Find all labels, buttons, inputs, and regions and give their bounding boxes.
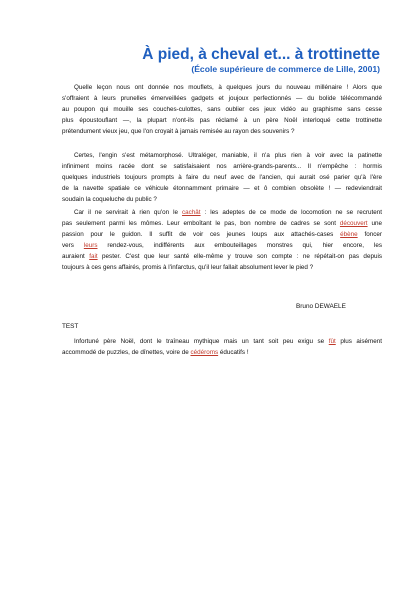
spelling-error-highlight[interactable]: cachât bbox=[182, 209, 201, 216]
signature: Bruno DEWAELE bbox=[296, 303, 346, 310]
paragraph-1-line: plus époustouflant —, la plupart n'ont-ils pas réclamé à un père Noël interloqué cette trottinette bbox=[62, 117, 382, 125]
paragraph-2-line: de la navette spatiale ce véhicule étonnamment primaire — et ô combien obsolète ! — redeviendrait bbox=[62, 185, 382, 193]
spelling-error-highlight[interactable]: fait bbox=[89, 253, 98, 261]
paragraph-3-line bbox=[62, 218, 382, 229]
paragraph-3 bbox=[62, 207, 382, 274]
text-run: rendez-vous, indifférents aux embouteillages monstres qui, hier encore, les bbox=[97, 242, 382, 250]
test-label: TEST bbox=[62, 323, 79, 330]
paragraph-2 bbox=[62, 150, 382, 205]
text-run: Infortuné père Noël, dont le traîneau mythique mais un tant soit peu exigu se bbox=[74, 338, 329, 345]
text-run: pas seulement parmi les mômes. Leur emboîtant le pas, bon nombre de cadres se sont bbox=[62, 220, 340, 228]
paragraph-3-line bbox=[62, 229, 382, 240]
text-run: vers bbox=[62, 242, 84, 250]
text-run: Car il ne servirait à rien qu'on le bbox=[74, 209, 182, 216]
spelling-error-highlight[interactable]: découvert bbox=[339, 220, 368, 228]
paragraph-1-line: au poupon qui mouille ses couches-culottes, sans oublier ces jeux vidéo au graphisme sans cesse bbox=[62, 106, 382, 114]
text-run: une bbox=[367, 220, 382, 228]
paragraph-1-line: Quelle leçon nous ont donnée nos mouflets, à quelques jours du nouveau millénaire ! Alors que bbox=[74, 84, 382, 91]
text-run: passion pour le guidon. Il suffit de voir ces jeunes loups aux attachés-cases bbox=[62, 231, 334, 239]
paragraph-2-line: soudain la coqueluche du public ? bbox=[62, 196, 157, 204]
text-run: foncer bbox=[357, 231, 382, 239]
spelling-error-highlight[interactable]: cédéroms bbox=[190, 349, 219, 357]
spelling-error-highlight[interactable]: leurs bbox=[83, 242, 98, 250]
paragraph-1-line: prétendument vieux jeu, que l'on croyait à jamais remisée au rayon des souvenirs ? bbox=[62, 128, 295, 136]
text-run: plus aisément bbox=[335, 338, 382, 345]
paragraph-3-line bbox=[62, 207, 382, 218]
paragraph-2-line: quelques industriels toujours prompts à faire du neuf avec de l'ancien, qui aurait osé parier qu'à l'ère bbox=[62, 174, 382, 182]
paragraph-2-line: Certes, l'engin s'est métamorphosé. Ultraléger, maniable, il n'a plus rien à voir avec la patinette bbox=[74, 152, 382, 159]
text-run: accommodé de puzzles, de dînettes, voire de bbox=[62, 349, 191, 357]
spelling-error-highlight[interactable]: fût bbox=[328, 338, 336, 345]
paragraph-3-line bbox=[62, 240, 382, 251]
document-subtitle: (École supérieure de commerce de Lille, 2001) bbox=[191, 64, 380, 74]
text-run: : les adeptes de ce mode de locomotion ne se recrutent bbox=[200, 209, 382, 216]
paragraph-1 bbox=[62, 82, 382, 137]
document-title: À pied, à cheval et... à trottinette bbox=[142, 46, 380, 63]
paragraph-3-line bbox=[62, 251, 382, 262]
paragraph-4-line bbox=[62, 347, 382, 358]
text-run: auraient bbox=[62, 253, 90, 261]
paragraph-2-line: infiniment moins racée dont se satisfaisaient nos arrière-grands-parents... Il n'empêche : hormis bbox=[62, 163, 382, 171]
paragraph-4-line bbox=[62, 336, 382, 347]
text-run: éducatifs ! bbox=[218, 349, 249, 357]
text-run: pester. C'est que leur santé elle-même y trouve son compte : ne répétait-on pas depuis bbox=[97, 253, 382, 261]
paragraph-1-line: s'offraient à leurs prunelles émerveillées gadgets et joujoux perfectionnés — du bolide télécommandé bbox=[62, 95, 382, 103]
paragraph-3-line: toujours à ces gens affairés, promis à l'infarctus, qu'il leur fallait absolument lever le pied ? bbox=[62, 264, 314, 272]
paragraph-4 bbox=[62, 336, 382, 358]
spelling-error-highlight[interactable]: ébène bbox=[340, 231, 358, 239]
